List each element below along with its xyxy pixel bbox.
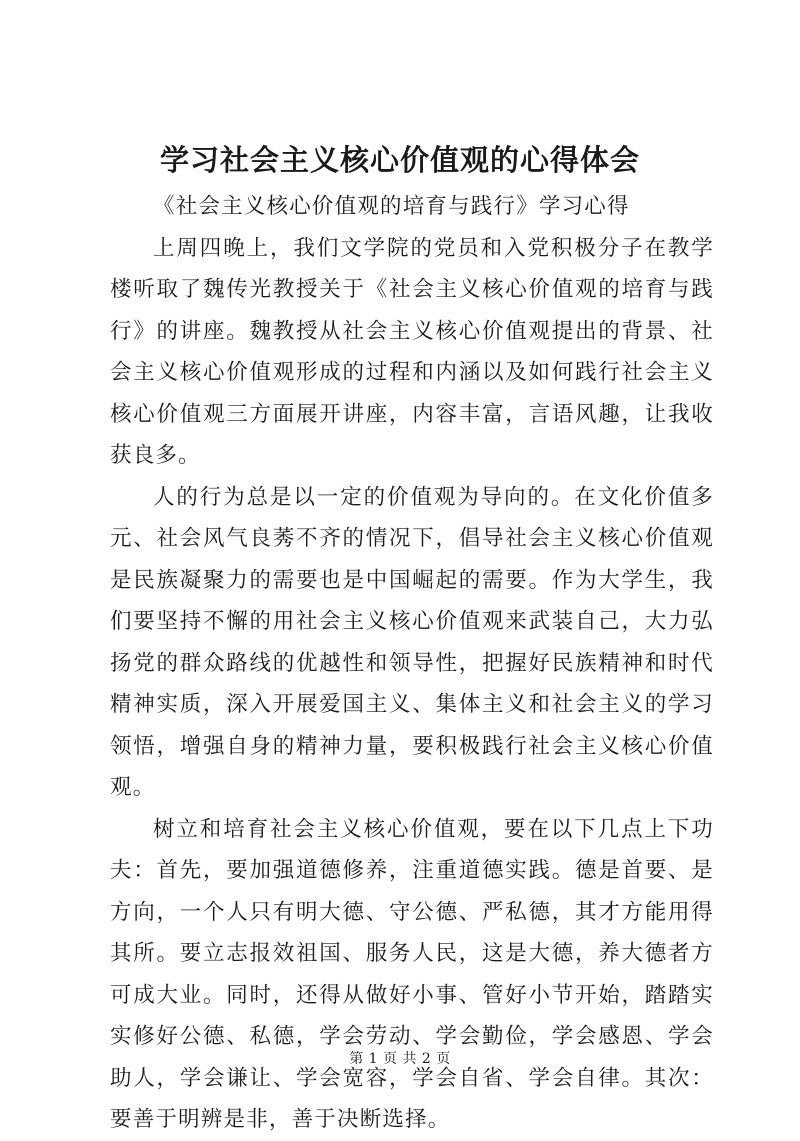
- document-body: [110, 186, 714, 1141]
- document-title: 学习社会主义核心价值观的心得体会: [159, 143, 640, 177]
- paragraph-3: 树立和培育社会主义核心价值观，要在以下几点上下功夫：首先，要加强道德修养，注重道德实践。德是首要、是方向，一个人只有明大德、守公德、严私德，其才方能用得其所。要立志报效祖国、服务人民，这是大德，养大德者方可成大业。同时，还得从做好小事、管好小节开始，踏踏实实修好公德、私德，学会劳动、学会勤俭，学会感恩、学会助人，学会谦让、学会宽容，学会自省、学会自律。其次：要善于明辨是非，善于决断选择。: [110, 816, 714, 1132]
- page-number-footer: 第 1 页 共 2 页: [349, 1051, 451, 1067]
- document-subtitle: 《社会主义核心价值观的培育与践行》学习心得: [153, 194, 630, 219]
- paragraph-2: 人的行为总是以一定的价值观为导向的。在文化价值多元、社会风气良莠不齐的情况下，倡导社会主义核心价值观是民族凝聚力的需要也是中国崛起的需要。作为大学生，我们要坚持不懈的用社会主义核心价值观来武装自己，大力弘扬党的群众路线的优越性和领导性，把握好民族精神和时代精神实质，深入开展爱国主义、集体主义和社会主义的学习领悟，增强自身的精神力量，要积极践行社会主义核心价值观。: [110, 484, 714, 800]
- paragraph-1: 上周四晚上，我们文学院的党员和入党积极分子在教学楼听取了魏传光教授关于《社会主义核心价值观的培育与践行》的讲座。魏教授从社会主义核心价值观提出的背景、社会主义核心价值观形成的过程和内涵以及如何践行社会主义核心价值观三方面展开讲座，内容丰富，言语风趣，让我收获良多。: [110, 235, 714, 468]
